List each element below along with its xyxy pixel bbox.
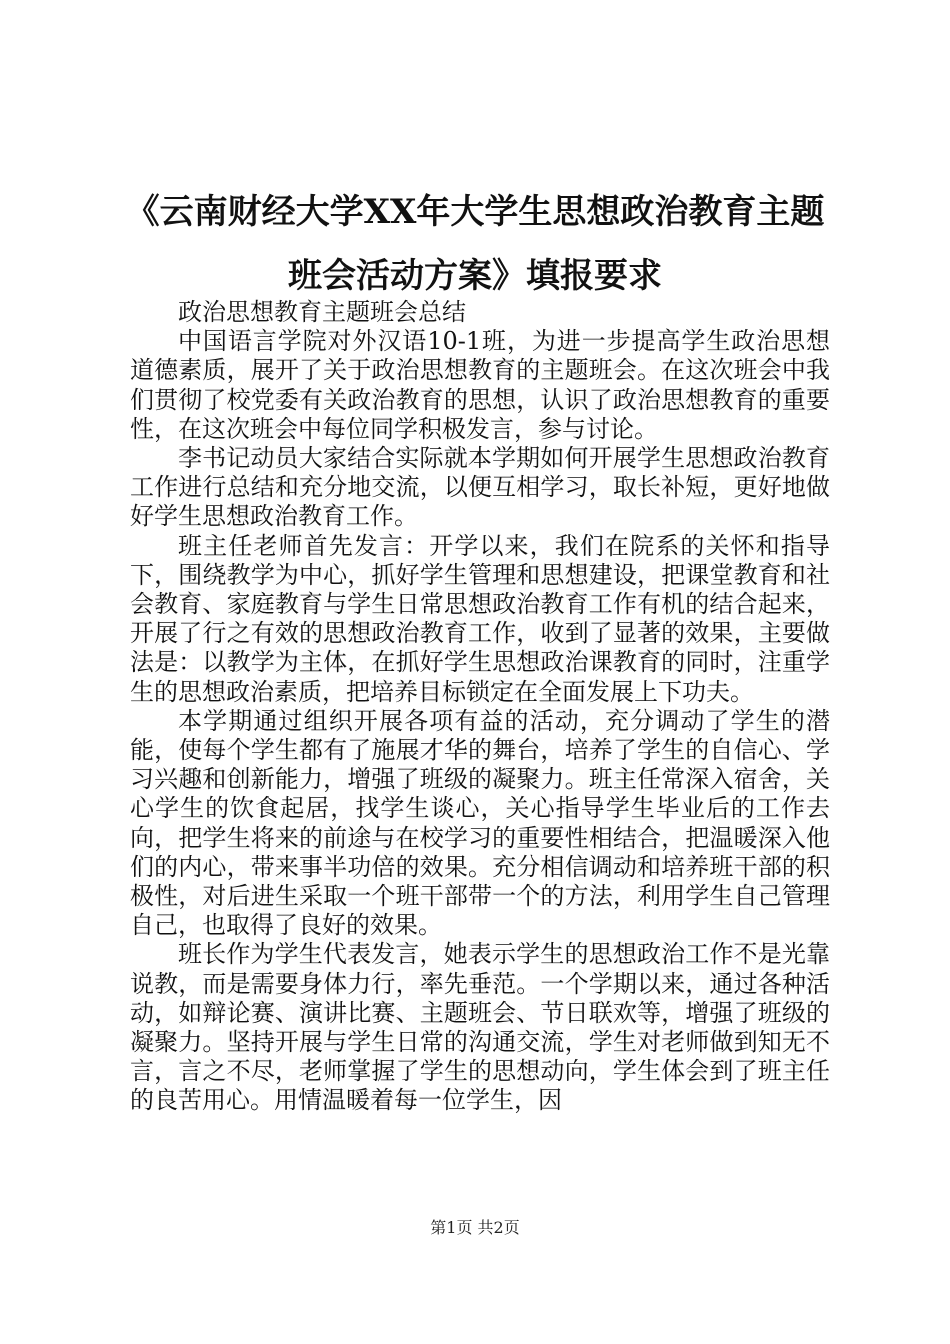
paragraph: 本学期通过组织开展各项有益的活动，充分调动了学生的潜能，使每个学生都有了施展才华的舞台，培养了学生的自信心、学习兴趣和创新能力，增强了班级的凝聚力。班主任常深入宿舍，关心学生的饮食起居，找学生谈心，关心指导学生毕业后的工作去向，把学生将来的前途与在校学习的重要性相结合，把温暖深入他们的内心，带来事半功倍的效果。充分相信调动和培养班干部的积极性，对后进生采取一个班干部带一个的方法，利用学生自己管理自己，也取得了良好的效果。 — [130, 706, 830, 940]
page-footer: 第1页 共2页 — [430, 1218, 520, 1237]
document-title: 《云南财经大学XX年大学生思想政治教育主题班会活动方案》填报要求 — [125, 192, 825, 296]
paragraph: 中国语言学院对外汉语10-1班，为进一步提高学生政治思想道德素质，展开了关于政治思想教育的主题班会。在这次班会中我们贯彻了校党委有关政治教育的思想，认识了政治思想教育的重要性，在这次班会中每位同学积极发言，参与讨论。 — [130, 327, 830, 443]
paragraph: 班长作为学生代表发言，她表示学生的思想政治工作不是光靠说教，而是需要身体力行，率先垂范。一个学期以来，通过各种活动，如辩论赛、演讲比赛、主题班会、节日联欢等，增强了班级的凝聚力。坚持开展与学生日常的沟通交流，学生对老师做到知无不言，言之不尽，老师掌握了学生的思想动向，学生体会到了班主任的良苦用心。用情温暖着每一位学生，因 — [130, 940, 830, 1115]
paragraph: 李书记动员大家结合实际就本学期如何开展学生思想政治教育工作进行总结和充分地交流，以便互相学习，取长补短，更好地做好学生思想政治教育工作。 — [130, 444, 830, 531]
paragraph: 班主任老师首先发言：开学以来，我们在院系的关怀和指导下，围绕教学为中心，抓好学生管理和思想建设，把课堂教育和社会教育、家庭教育与学生日常思想政治教育工作有机的结合起来，开展了行之有效的思想政治教育工作，收到了显著的效果，主要做法是：以教学为主体，在抓好学生思想政治课教育的同时，注重学生的思想政治素质，把培养目标锁定在全面发展上下功夫。 — [130, 531, 830, 706]
paragraph-heading: 政治思想教育主题班会总结 — [178, 298, 466, 326]
document-body — [130, 298, 830, 1116]
